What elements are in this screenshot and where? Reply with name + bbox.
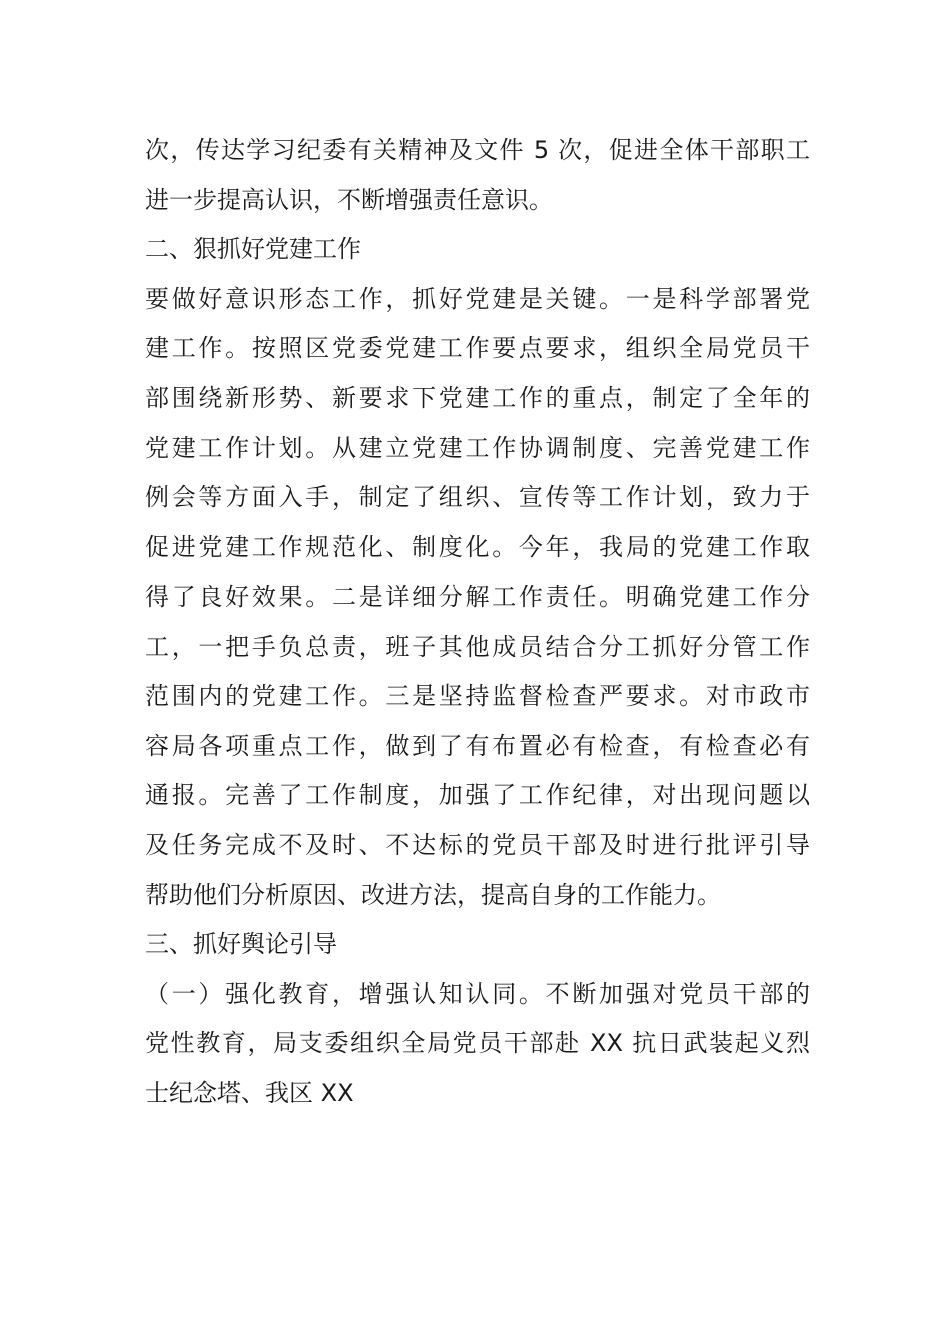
text-line: 容局各项重点工作，做到了有布置必有检查，有检查必有 <box>145 732 810 760</box>
text-line: 党性教育，局支委组织全局党员干部赴 XX 抗日武装起义烈 <box>145 1029 810 1057</box>
text-line: 促进党建工作规范化、制度化。今年，我局的党建工作取 <box>145 533 810 561</box>
text-line: 进一步提高认识，不断增强责任意识。 <box>145 186 553 214</box>
section-heading: 三、抓好舆论引导 <box>145 930 337 958</box>
text-line: 部围绕新形势、新要求下党建工作的重点，制定了全年的 <box>145 384 810 412</box>
text-line: 例会等方面入手，制定了组织、宣传等工作计划，致力于 <box>145 483 810 511</box>
text-line: 党建工作计划。从建立党建工作协调制度、完善党建工作 <box>145 434 810 462</box>
text-line: 工，一把手负总责，班子其他成员结合分工抓好分管工作 <box>145 633 810 661</box>
section-heading: 二、狠抓好党建工作 <box>145 235 361 263</box>
text-line: 通报。完善了工作制度，加强了工作纪律，对出现问题以 <box>145 781 810 809</box>
text-line: （一）强化教育，增强认知认同。不断加强对党员干部的 <box>145 980 810 1008</box>
text-line: 及任务完成不及时、不达标的党员干部及时进行批评引导 <box>145 831 810 859</box>
text-line: 建工作。按照区党委党建工作要点要求，组织全局党员干 <box>145 334 810 362</box>
text-line: 帮助他们分析原因、改进方法，提高自身的工作能力。 <box>145 881 721 909</box>
text-line: 要做好意识形态工作，抓好党建是关键。一是科学部署党 <box>145 285 810 313</box>
text-line: 次，传达学习纪委有关精神及文件 5 次，促进全体干部职工 <box>145 136 810 164</box>
text-line: 范围内的党建工作。三是坚持监督检查严要求。对市政市 <box>145 682 810 710</box>
text-line: 士纪念塔、我区 XX <box>145 1079 354 1107</box>
text-line: 得了良好效果。二是详细分解工作责任。明确党建工作分 <box>145 583 810 611</box>
